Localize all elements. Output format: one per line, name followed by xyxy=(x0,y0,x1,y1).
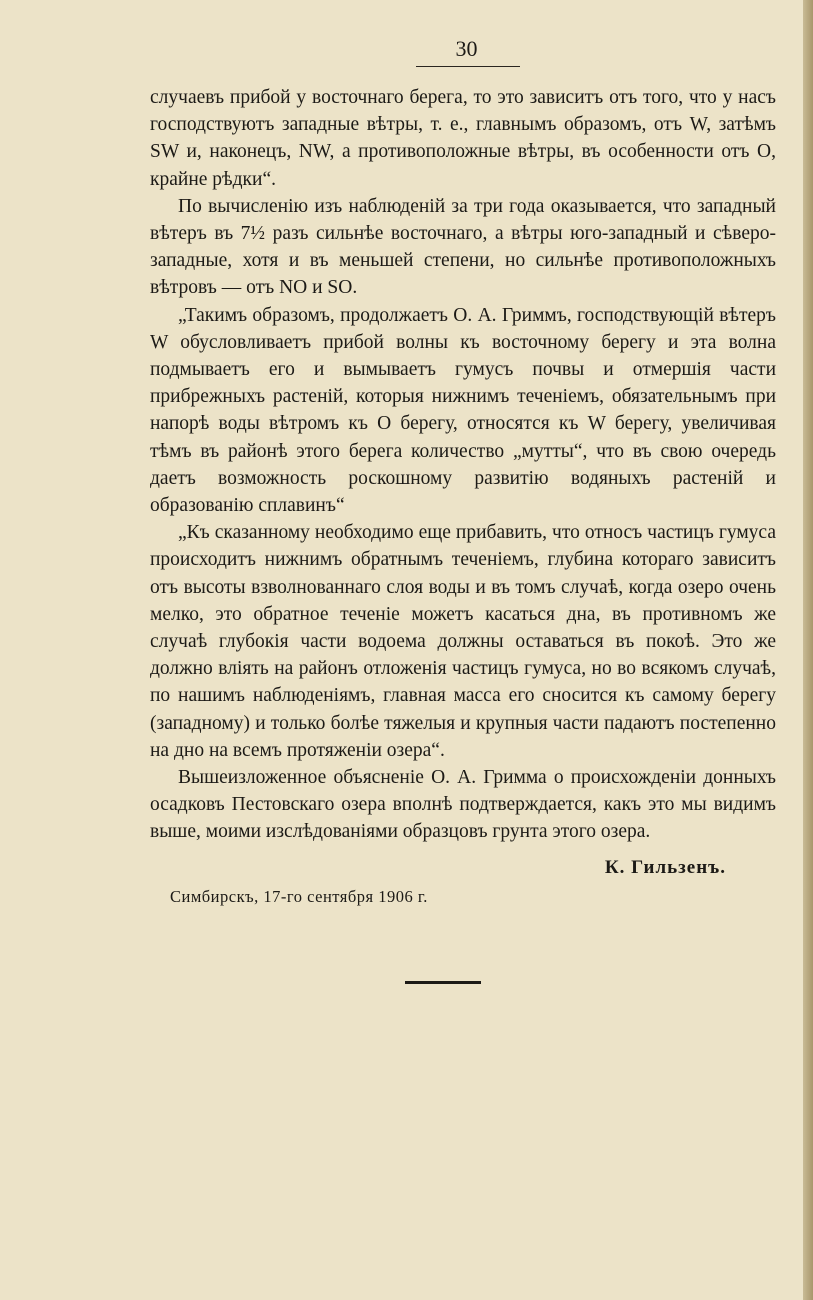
header-rule xyxy=(416,66,520,67)
page-number: 30 xyxy=(455,36,478,61)
paragraph-4: „Къ сказанному необходимо еще прибавить, что относъ частицъ гумуса происходитъ нижнимъ обратнымъ теченiемъ, глубина котораго зависитъ отъ высоты взволнованнаго слоя воды и въ томъ случаѣ, когда озеро очень мелко, это обратное теченiе можетъ касаться дна, въ противномъ же случаѣ глубокiя части водоема должны оставаться въ покоѣ. Это же должно влiять на районъ отложенiя частицъ гумуса, но во всякомъ случаѣ, по нашимъ наблюденiямъ, главная масса его сносится къ самому берегу (западному) и только болѣе тяжелыя и крупныя части падаютъ постепенно на дно на всемъ протяженiи озера“. xyxy=(150,522,776,761)
end-rule xyxy=(405,981,481,984)
paragraph-3: „Такимъ образомъ, продолжаетъ О. А. Гриммъ, господствующiй вѣтеръ W обусловливаетъ прибой волны къ восточному берегу и эта волна подмываетъ его и вымываетъ гумусъ почвы и отмершiя части прибрежныхъ растенiй, которыя нижнимъ теченiемъ, обязательнымъ при напорѣ воды вѣтромъ къ О берегу, относятся къ W берегу, увеличивая тѣмъ въ районѣ этого берега количество „мутты“, что въ свою очередь даетъ возможность роскошному развитiю водяныхъ растенiй и образованiю сплавинъ“ xyxy=(150,304,776,517)
paragraph-5: Вышеизложенное объясненiе О. А. Гримма о происхожденiи донныхъ осадковъ Пестовскаго озера вполнѣ подтверждается, какъ это мы видимъ выше, моими изслѣдованiями образцовъ грунта этого озера. xyxy=(150,767,776,843)
paragraph-1: случаевъ прибой у восточнаго берега, то это зависитъ отъ того, что у насъ господствуютъ западные вѣтры, т. е., главнымъ образомъ, отъ W, затѣмъ SW и, наконецъ, NW, а противоположные вѣтры, въ особенности отъ О, крайне рѣдки“. xyxy=(150,87,776,190)
paragraph-2: По вычисленiю изъ наблюденiй за три года оказывается, что западный вѣтеръ въ 7½ разъ сильнѣе восточнаго, а вѣтры юго-западный и сѣверо-западные, хотя и въ меньшей степени, но сильнѣе противоположныхъ вѣтровъ — отъ NO и SO. xyxy=(150,195,776,299)
body-text xyxy=(150,84,776,910)
author-signature: К. Гильзенъ. xyxy=(604,856,726,878)
page-header xyxy=(0,36,813,62)
dateline: Симбирскъ, 17-го сентября 1906 г. xyxy=(170,886,428,906)
page-edge xyxy=(803,0,813,1300)
